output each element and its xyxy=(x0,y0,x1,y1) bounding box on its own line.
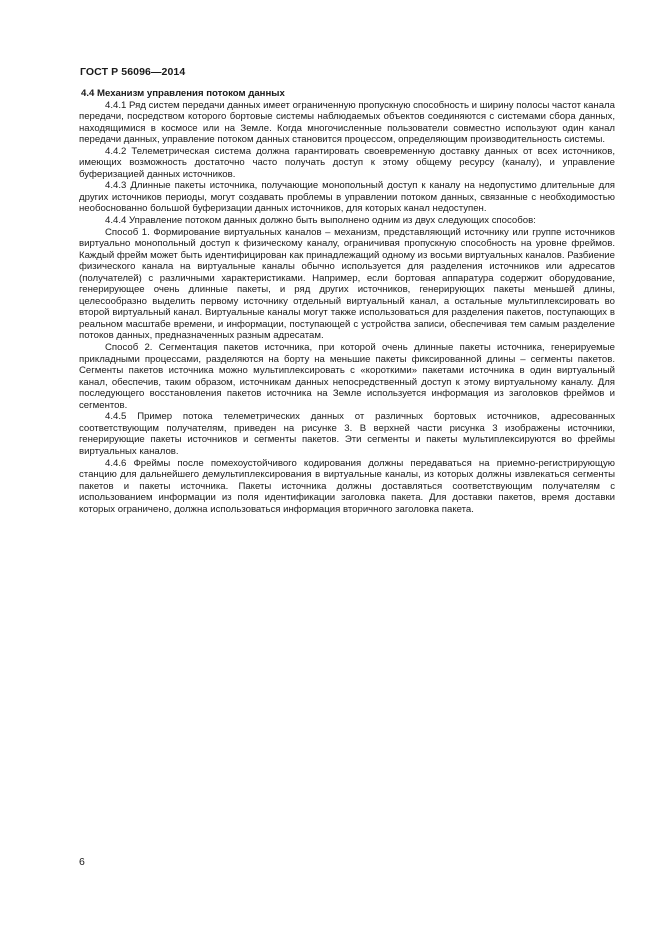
paragraph-4-4-3: 4.4.3 Длинные пакеты источника, получающие монопольный доступ к каналу на недопустимо длительные для других источников периоды, могут создавать проблемы в управлении потоком данных, связанные с необходимостью необоснованно большой буферизации данных источников, для которых канал недоступен. xyxy=(79,180,615,215)
paragraph-4-4-5: 4.4.5 Пример потока телеметрических данных от различных бортовых источников, адресованных соответствующим получателям, приведен на рисунке 3. В верхней части рисунка 3 изображены источники, генерирующие пакеты источников и сегменты пакетов. Эти сегменты и пакеты мультиплексируются во фреймы виртуальных каналов. xyxy=(79,411,615,457)
paragraph-4-4-6: 4.4.6 Фреймы после помехоустойчивого кодирования должны передаваться на приемно-регистрирующую станцию для дальнейшего демультиплексирования в виртуальные каналы, из которых должны извлекаться сегменты пакетов и пакеты источника. Пакеты источника должны доставляться соответствующим получателям с использованием информации из поля идентификации заголовка пакета. Для доставки пакетов, время доставки которых ограничено, должна использоваться информация вторичного заголовка пакета. xyxy=(79,457,615,515)
document-header: ГОСТ Р 56096—2014 xyxy=(80,66,186,78)
paragraph-method-1: Способ 1. Формирование виртуальных каналов – механизм, представляющий источнику или группе источников виртуально монопольный доступ к физическому каналу, ограничивая пропускную способность на уровне фреймов. Каждый фрейм может быть идентифицирован как принадлежащий одному из восьми виртуальных каналов. Разбиение физического канала на виртуальные каналы обычно используется для разделения источников или адресатов (получателей) с различными характеристиками. Например, если бортовая аппаратура содержит оборудование, генерирующее очень длинные пакеты, и ряд других источников, генерирующих пакеты меньшей длины, целесообразно выделить первому источнику отдельный виртуальный канал, а остальные мультиплексировать во второй виртуальный канал. Виртуальные каналы могут также использоваться для разделения пакетов, поступающих в реальном масштабе времени, и информации, поступающей с устройства записи, обеспечивая тем самым разделение потоков данных, предназначенных разным адресатам. xyxy=(79,226,615,342)
paragraph-method-2: Способ 2. Сегментация пакетов источника, при которой очень длинные пакеты источника, генерируемые прикладными процессами, разделяются на борту на меньшие пакеты фиксированной длины – сегменты пакетов. Сегменты пакетов источника можно мультиплексировать с «короткими» пакетами источника в один виртуальный канал, обеспечив, таким образом, источникам данных непосредственный доступ к этому виртуальному каналу. Для последующего восстановления пакетов источника на Земле используется информация из заголовков фреймов и сегментов. xyxy=(79,342,615,411)
paragraph-4-4-2: 4.4.2 Телеметрическая система должна гарантировать своевременную доставку данных от всех источников, имеющих возможность достаточно часто получать доступ к этому общему ресурсу (каналу), и управление буферизацией данных источников. xyxy=(79,145,615,180)
page-number: 6 xyxy=(79,856,85,868)
paragraph-4-4-4: 4.4.4 Управление потоком данных должно быть выполнено одним из двух следующих способов: xyxy=(105,215,536,227)
paragraph-4-4-1: 4.4.1 Ряд систем передачи данных имеет ограниченную пропускную способность и ширину полосы частот канала передачи, посредством которого бортовые системы наблюдаемых объектов соединяются с системами сбора данных, находящимися в космосе или на Земле. Когда многочисленные пользователи совместно используют один канал передачи данных, управление потоком данных становится процессом, определяющим производительность системы. xyxy=(79,99,615,146)
section-title: 4.4 Механизм управления потоком данных xyxy=(81,88,285,99)
section-body xyxy=(79,88,615,515)
